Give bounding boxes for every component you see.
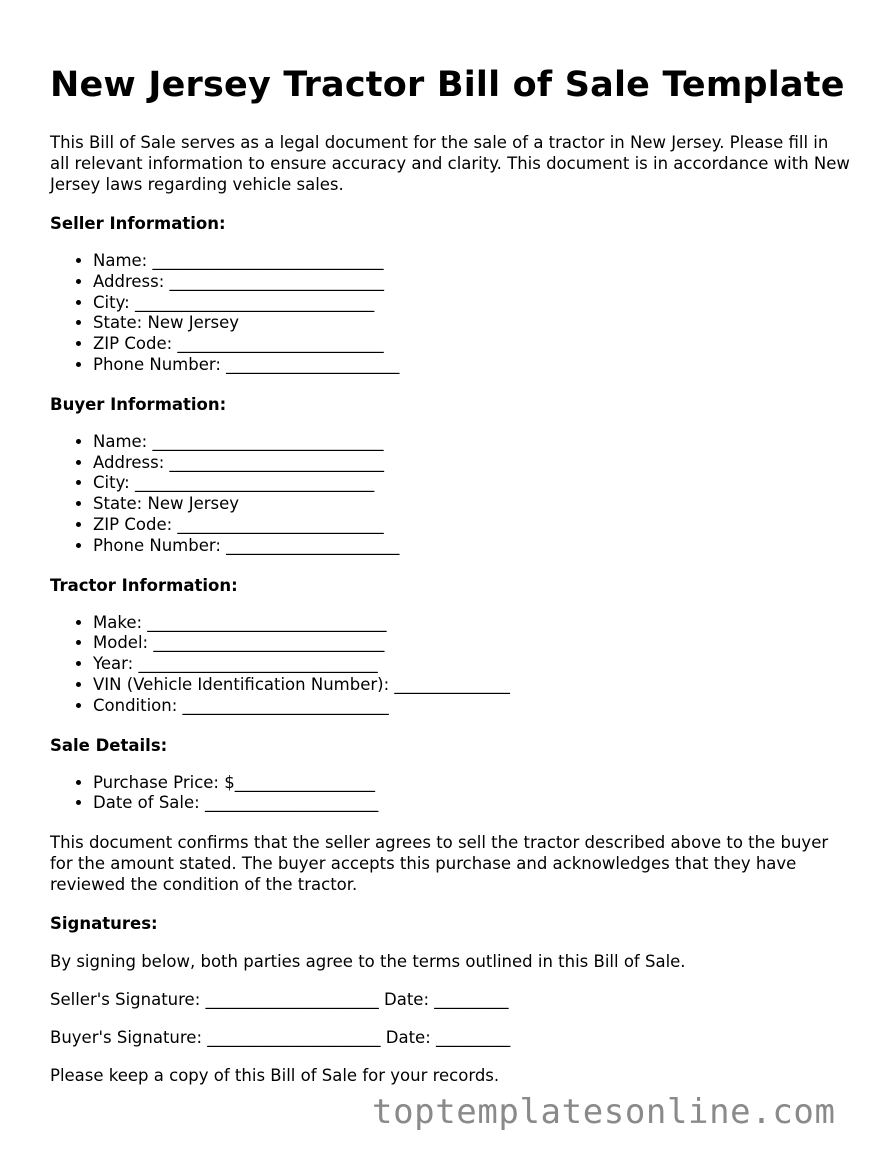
buyer-city-field: • City: _____________________________ — [93, 473, 850, 494]
date-of-sale-field: • Date of Sale: _____________________ — [93, 793, 850, 814]
tractor-year-field: • Year: _____________________________ — [93, 654, 850, 675]
buyer-name-field: • Name: ____________________________ — [93, 432, 850, 453]
buyer-phone-field: • Phone Number: _____________________ — [93, 536, 850, 557]
seller-zip-field: • ZIP Code: _________________________ — [93, 334, 850, 355]
tractor-vin-field: • VIN (Vehicle Identification Number): ______________ — [93, 675, 850, 696]
seller-state-field: • State: New Jersey — [93, 313, 850, 334]
buyer-signature-line: Buyer's Signature: _____________________ Date: _________ — [50, 1028, 511, 1048]
seller-phone-field: • Phone Number: _____________________ — [93, 355, 850, 376]
buyer-list — [50, 432, 850, 557]
intro-paragraph: This Bill of Sale serves as a legal document for the sale of a tractor in New Jersey. Please fill in all relevant information to ensure accuracy and clarity. This document is in accordance with New Jersey laws regarding vehicle sales. — [50, 133, 850, 194]
tractor-list — [50, 613, 850, 717]
tractor-heading: Tractor Information: — [50, 575, 238, 595]
seller-address-field: • Address: __________________________ — [93, 272, 850, 293]
seller-name-field: • Name: ____________________________ — [93, 251, 850, 272]
tractor-make-field: • Make: _____________________________ — [93, 613, 850, 634]
buyer-heading: Buyer Information: — [50, 394, 227, 414]
seller-list — [50, 251, 850, 376]
seller-heading: Seller Information: — [50, 214, 226, 233]
seller-city-field: • City: _____________________________ — [93, 293, 850, 314]
purchase-price-field: • Purchase Price: $_________________ — [93, 773, 850, 794]
agreement-text: By signing below, both parties agree to the terms outlined in this Bill of Sale. — [50, 952, 686, 972]
seller-signature-line: Seller's Signature: _____________________ Date: _________ — [50, 990, 509, 1010]
confirmation-paragraph: This document confirms that the seller agrees to sell the tractor described above to the buyer for the amount stated. The buyer accepts this purchase and acknowledges that they have reviewed the condition of the tractor. — [50, 833, 829, 895]
records-note: Please keep a copy of this Bill of Sale for your records. — [50, 1066, 500, 1086]
document — [50, 64, 850, 1103]
sale-heading: Sale Details: — [50, 735, 168, 755]
watermark: toptemplatesonline.com — [372, 1092, 836, 1132]
buyer-state-field: • State: New Jersey — [93, 494, 850, 515]
signatures-section — [50, 913, 850, 1086]
tractor-model-field: • Model: ____________________________ — [93, 633, 850, 654]
buyer-address-field: • Address: __________________________ — [93, 453, 850, 474]
signatures-heading: Signatures: — [50, 914, 158, 934]
sale-list — [50, 773, 850, 815]
tractor-condition-field: • Condition: _________________________ — [93, 696, 850, 717]
page-title: New Jersey Tractor Bill of Sale Template — [50, 65, 845, 105]
buyer-zip-field: • ZIP Code: _________________________ — [93, 515, 850, 536]
